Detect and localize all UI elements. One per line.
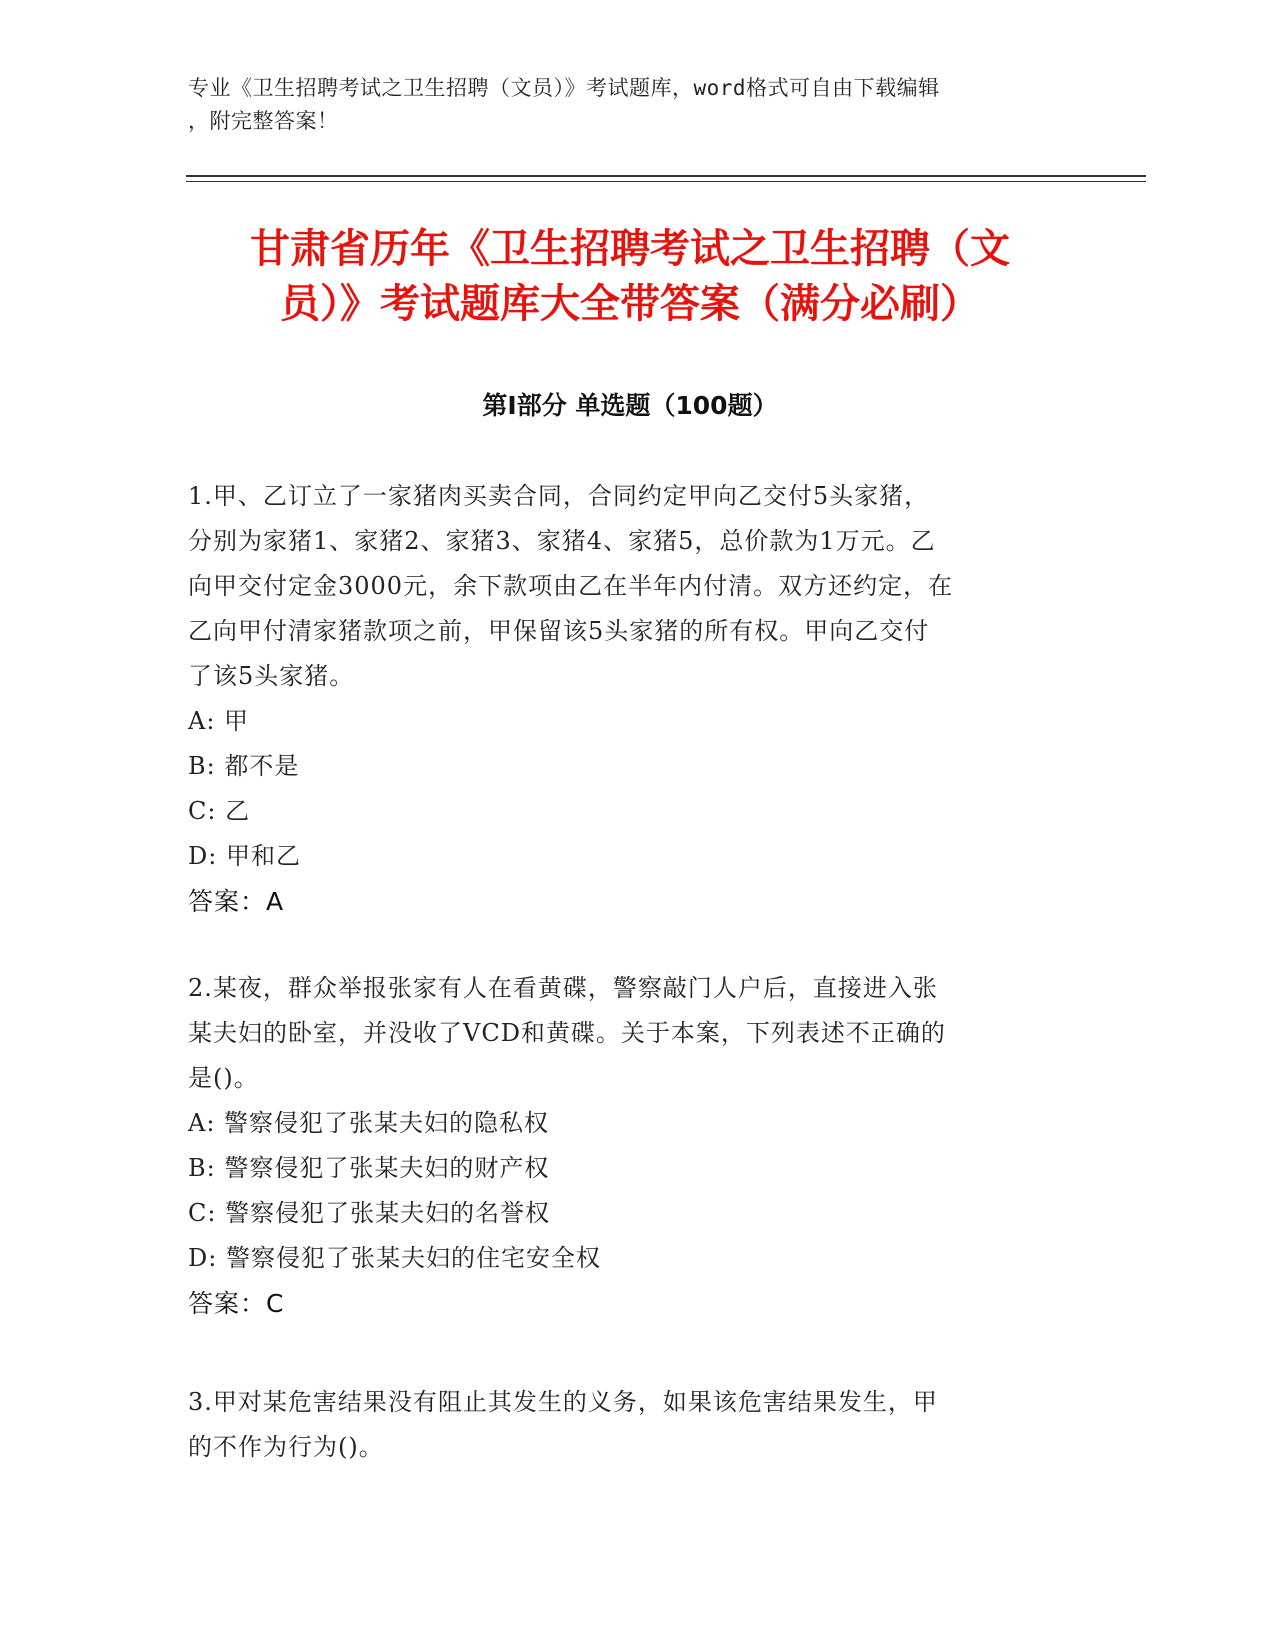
question-stem: [188, 966, 1058, 1101]
question-stem-line: 2.某夜，群众举报张家有人在看黄碟，警察敲门人户后，直接进入张: [188, 974, 938, 1002]
question-stem-line: 向甲交付定金3000元，余下款项由乙在半年内付清。双方还约定，在: [188, 572, 954, 600]
question-stem-line: 乙向甲付清家猪款项之前，甲保留该5头家猪的所有权。甲向乙交付: [188, 617, 930, 645]
option-a: A: 警察侵犯了张某夫妇的隐私权: [188, 1109, 550, 1137]
question-stem-line: 某夫妇的卧室，并没收了VCD和黄碟。关于本案，下列表述不正确的: [188, 1019, 946, 1047]
answer-line: 答案：A: [188, 887, 285, 916]
question-stem-line: 的不作为行为()。: [188, 1433, 384, 1461]
header-note-line-1: 专业《卫生招聘考试之卫生招聘（文员）》考试题库，word格式可自由下载编辑: [188, 76, 940, 100]
question-1: [188, 474, 1058, 924]
header-note: [188, 72, 1088, 138]
option-c: C: 警察侵犯了张某夫妇的名誉权: [188, 1199, 551, 1227]
section-heading: 第Ⅰ部分 单选题（100题）: [482, 391, 778, 420]
question-stem-line: 了该5头家猪。: [188, 662, 355, 690]
option-d: D: 警察侵犯了张某夫妇的住宅安全权: [188, 1244, 601, 1272]
header-divider-thick: [186, 175, 1146, 177]
question-stem-line: 分别为家猪1、家猪2、家猪3、家猪4、家猪5，总价款为1万元。乙: [188, 527, 936, 555]
question-stem: [188, 474, 1058, 699]
option-c: C: 乙: [188, 797, 251, 825]
option-d: D: 甲和乙: [188, 842, 301, 870]
option-a: A: 甲: [188, 707, 250, 735]
document-title-line-1: 甘肃省历年《卫生招聘考试之卫生招聘（文: [250, 226, 1010, 272]
question-stem-line: 1.甲、乙订立了一家猪肉买卖合同，合同约定甲向乙交付5头家猪，: [188, 482, 930, 510]
question-2: [188, 966, 1058, 1326]
document-title: [180, 222, 1080, 332]
question-stem: [188, 1380, 1058, 1470]
header-note-line-2: ，附完整答案！: [188, 109, 339, 133]
document-title-line-2: 员）》考试题库大全带答案（满分必刷）: [280, 281, 980, 327]
option-b: B: 警察侵犯了张某夫妇的财产权: [188, 1154, 550, 1182]
answer-line: 答案：C: [188, 1289, 285, 1318]
option-b: B: 都不是: [188, 752, 300, 780]
question-stem-line: 3.甲对某危害结果没有阻止其发生的义务，如果该危害结果发生，甲: [188, 1388, 938, 1416]
question-3: [188, 1380, 1058, 1470]
header-divider-thin: [186, 181, 1146, 182]
question-stem-line: 是()。: [188, 1064, 259, 1092]
